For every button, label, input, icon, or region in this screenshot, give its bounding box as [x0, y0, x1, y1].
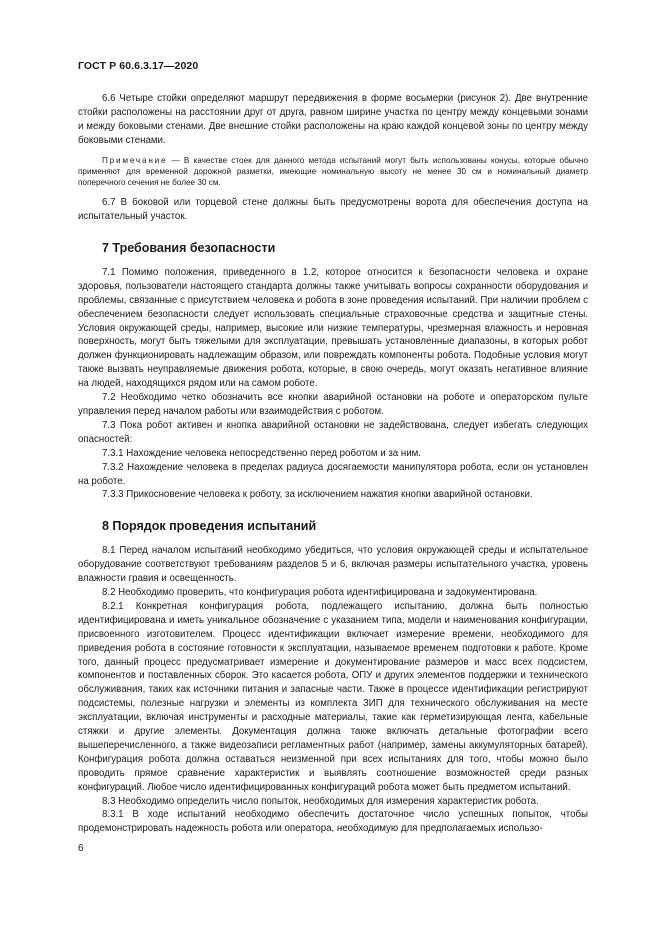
paragraph-6-6: 6.6 Четыре стойки определяют маршрут передвижения в форме восьмерки (рисунок 2). Две внутренние стойки расположены на расстоянии друг от друга, равном ширине участка по центру между концевыми зонами и между боковыми стенами. Две внешние стойки расположены на краю каждой концевой зоны по центру между боковыми стенами. — [78, 93, 588, 146]
paragraph-7-1: 7.1 Помимо положения, приведенного в 1.2, которое относится к безопасности человека и охране здоровья, пользователи настоящего стандарта должны также учитывать вопросы сохранности оборудования и проблемы, связанные с присутствием человека и робота в зоне проведения испытаний. При наличии проблем с обеспечением безопасности следует использовать специальные страховочные средства и защитные стены. Условия окружающей среды, например, высокие или низкие температуры, чрезмерная влажность и неровная поверхность, могут быть тяжелыми для эксплуатации, превышать установленные диапазоны, в которых робот должен функционировать надлежащим образом, или повреждать компоненты робота. Подобные условия могут также вызвать неуправляемые движения робота, которые, в свою очередь, могут оказать негативное влияние на людей, находящихся рядом или на самом роботе. — [78, 266, 588, 390]
page-number: 6 — [78, 843, 84, 854]
paragraph-7-3-3: 7.3.3 Прикосновение человека к роботу, за исключением нажатия кнопки аварийной остановки. — [102, 489, 533, 501]
paragraph-7-3: 7.3 Пока робот активен и кнопка аварийной остановки не задействована, следует избегать следующих опасностей: — [78, 419, 588, 445]
note-label: Примечание — [102, 155, 168, 165]
paragraph-8-2-1: 8.2.1 Конкретная конфигурация робота, подлежащего испытанию, должна быть полностью идентифицирована и иметь уникальное обозначение с указанием типа, модели и наименования конфигурации, присвоенного изготовителем. Процесс идентификации включает измерение времени, необходимого для приведения робота в состояние готовности к эксплуатации, называемое временем подготовки к работе. Кроме того, данный процесс предусматривает измерение и документирование размеров и масс всех подсистем, компонентов и поставленных сборок. Это касается робота, ОПУ и других элементов поддержки и технического обслуживания, таких как источники питания и запасные части. Также в процессе идентификации регистрируют подсистемы, полезные нагрузки и элементы из комплекта ЗИП для технического обслуживания на месте эксплуатации, включая инструменты и расходные материалы, такие как герметизирующая лента, кабельные стяжки и другие элементы. Документация должна также включать детальные фотографии всего вышеперечисленного, а также видеозаписи регламентных работ (например, замены аккумуляторных батарей). Конфигурация робота должна оставаться неизменной при всех испытаниях для того, чтобы можно было проводить прямое сравнение характеристик и выявлять соотношение возможностей среди разных конфигураций. Любое число идентифицированных конфигураций робота может быть предметом испытаний. — [78, 600, 588, 793]
page-content — [78, 92, 588, 836]
paragraph-8-1: 8.1 Перед началом испытаний необходимо убедиться, что условия окружающей среды и испытательное оборудование соответствуют требованиям разделов 5 и 6, включая размеры испытательного участка, уровень влажности гравия и освещенность. — [78, 545, 588, 585]
document-header: ГОСТ Р 60.6.3.17—2020 — [78, 60, 199, 72]
paragraph-7-3-2: 7.3.2 Нахождение человека в пределах радиуса досягаемости манипулятора робота, если он установлен на роботе. — [78, 461, 588, 487]
section-heading-8: 8 Порядок проведения испытаний — [102, 519, 317, 534]
section-heading-7: 7 Требования безопасности — [102, 241, 276, 256]
note-text: — В качестве стоек для данного метода испытаний могут быть использованы конусы, которые обычно применяют для временной дорожной разметки, имеющие номинальную высоту не менее 30 см и номинальный диаметр поперечного сечения не более 30 см. — [78, 155, 588, 188]
paragraph-8-3-1: 8.3.1 В ходе испытаний необходимо обеспечить достаточное число успешных попыток, чтобы продемонстрировать надежность робота или оператора, необходимую для предполагаемых использо- — [78, 809, 588, 835]
paragraph-8-2: 8.2 Необходимо проверить, что конфигурация робота идентифицирована и задокументирована. — [102, 586, 538, 598]
paragraph-7-3-1: 7.3.1 Нахождение человека непосредственно перед роботом и за ним. — [102, 447, 421, 459]
paragraph-8-3: 8.3 Необходимо определить число попыток, необходимых для измерения характеристик робота. — [102, 795, 539, 807]
paragraph-6-7: 6.7 В боковой или торцевой стене должны быть предусмотрены ворота для обеспечения доступа на испытательный участок. — [78, 197, 588, 223]
paragraph-7-2: 7.2 Необходимо четко обозначить все кнопки аварийной остановки на роботе и операторском пульте управления перед началом работы или взаимодействия с роботом. — [78, 392, 588, 418]
note — [78, 155, 588, 189]
